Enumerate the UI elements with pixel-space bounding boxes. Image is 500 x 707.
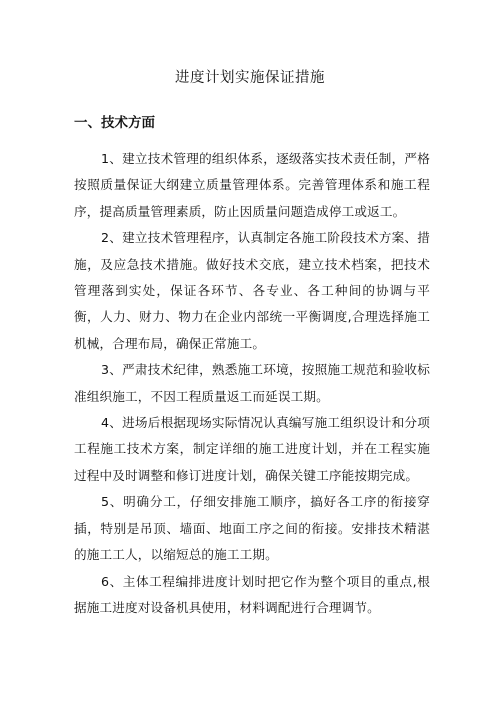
document-title: 进度计划实施保证措施 bbox=[175, 70, 325, 86]
paragraph-2: 2、建立技术管理程序，认真制定各施工阶段技术方案、措施，及应急技术措施。做好技术交底，建立技术档案，把技术管理落到实处，保证各环节、各专业、各工种间的协调与平衡，人力、财力、物力在企业内部统一平衡调度,合理选择施工机械，合理布局，确保正常施工。 bbox=[74, 230, 430, 351]
document-body bbox=[74, 146, 430, 621]
section-heading: 一、技术方面 bbox=[74, 115, 155, 131]
paragraph-1: 1、建立技术管理的组织体系，逐级落实技术责任制，严格按照质量保证大纲建立质量管理体系。完善管理体系和施工程序，提高质量管理素质，防止因质量问题造成停工或返工。 bbox=[74, 151, 430, 219]
paragraph-5: 5、明确分工，仔细安排施工顺序，搞好各工序的衔接穿插，特别是吊顶、墙面、地面工序之间的衔接。安排技术精湛的施工工人，以缩短总的施工工期。 bbox=[74, 494, 430, 563]
paragraph-3: 3、严肃技术纪律，熟悉施工环境，按照施工规范和验收标准组织施工，不因工程质量返工而延误工期。 bbox=[74, 362, 430, 404]
paragraph-6: 6、主体工程编排进度计划时把它作为整个项目的重点,根据施工进度对设备机具使用，材料调配进行合理调节。 bbox=[74, 573, 430, 615]
paragraph-4: 4、进场后根据现场实际情况认真编写施工组织设计和分项工程施工技术方案，制定详细的施工进度计划，并在工程实施过程中及时调整和修订进度计划，确保关键工序能按期完成。 bbox=[74, 415, 430, 483]
